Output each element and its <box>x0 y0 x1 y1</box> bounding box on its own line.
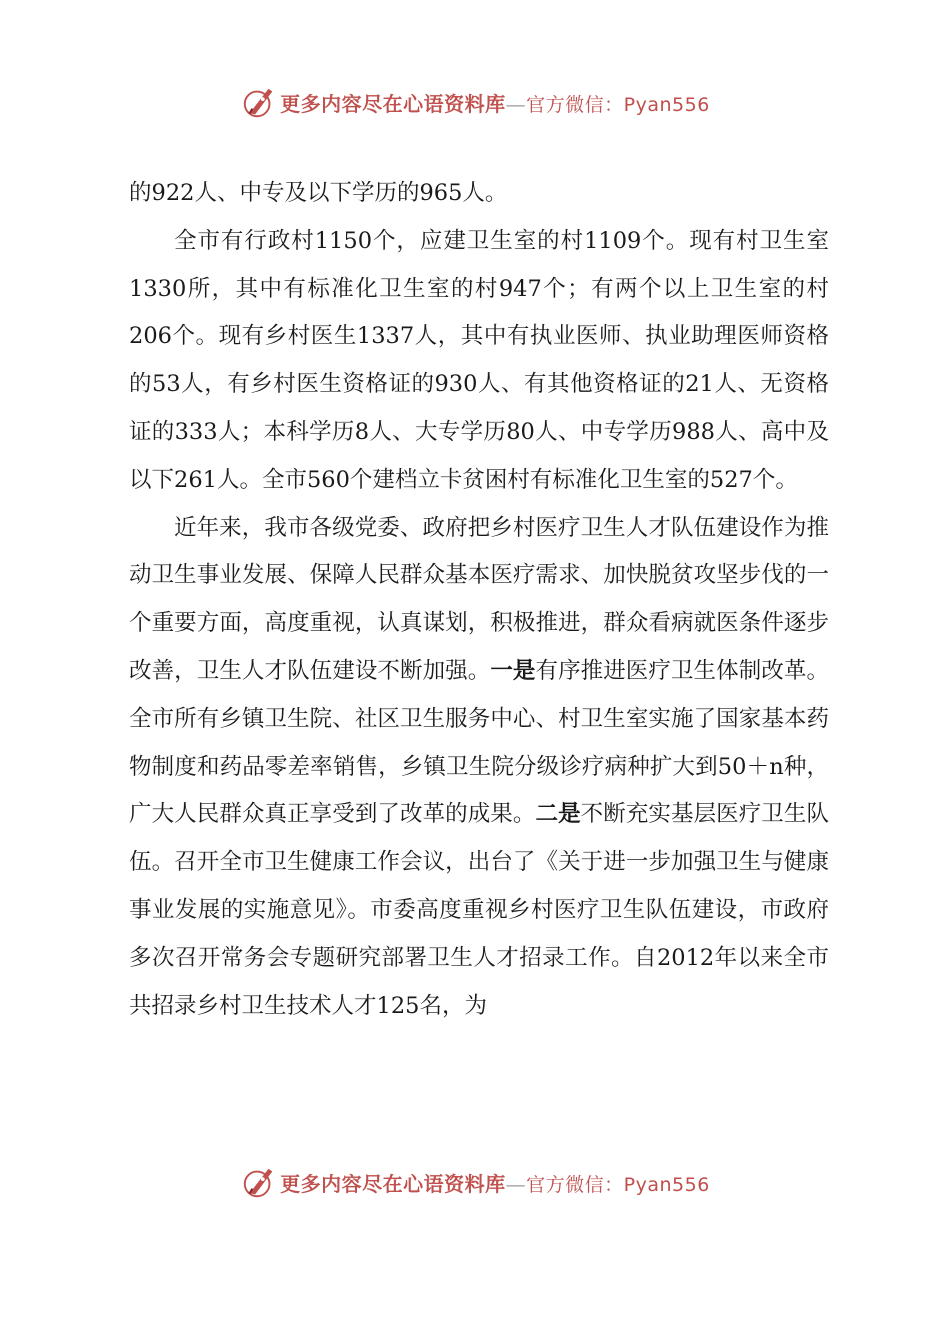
header-banner <box>0 82 950 122</box>
banner-contact: 官方微信：Pyan556 <box>526 93 710 116</box>
paragraph-3 <box>129 505 829 1031</box>
point-two-text: 不断充实基层医疗卫生队伍。召开全市卫生健康工作会议，出台了《关于进一步加强卫生与健康事业发展的实施意见》。市委高度重视乡村医疗卫生队伍建设，市政府多次召开常务会专题研究部署卫生人才招录工作。自2012年以来全市共招录乡村卫生技术人才125名，为 <box>129 801 829 1019</box>
banner-dash: — <box>505 91 527 116</box>
point-one-text: 有序推进医疗卫生体制改革。全市所有乡镇卫生院、社区卫生服务中心、村卫生室实施了国家基本药物制度和药品零差率销售，乡镇卫生院分级诊疗病种扩大到50＋n种，广大人民群众真正享受到了改革的成果。 <box>129 657 829 828</box>
banner-brand: 更多内容尽在心语资料库 <box>280 91 506 116</box>
footer-banner <box>0 1162 950 1202</box>
quill-pen-logo-icon <box>240 1163 278 1201</box>
banner-text <box>280 1168 710 1197</box>
banner-contact: 官方微信：Pyan556 <box>526 1173 710 1196</box>
quill-pen-logo-icon <box>240 83 278 121</box>
paragraph-2: 全市有行政村1150个，应建卫生室的村1109个。现有村卫生室1330所，其中有标准化卫生室的村947个；有两个以上卫生室的村206个。现有乡村医生1337人，其中有执业医师、执业助理医师资格的53人，有乡村医生资格证的930人、有其他资格证的21人、无资格证的333人；本科学历8人、大专学历80人、中专学历988人、高中及以下261人。全市560个建档立卡贫困村有标准化卫生室的527个。 <box>129 227 829 493</box>
banner-brand: 更多内容尽在心语资料库 <box>280 1171 506 1196</box>
paragraph-3-intro: 近年来，我市各级党委、政府把乡村医疗卫生人才队伍建设作为推动卫生事业发展、保障人民群众基本医疗需求、加快脱贫攻坚步伐的一个重要方面，高度重视，认真谋划，积极推进，群众看病就医条件逐步改善，卫生人才队伍建设不断加强。 <box>129 514 829 684</box>
banner-dash: — <box>505 1171 527 1196</box>
point-one-label: 一是 <box>490 657 536 684</box>
paragraph-1: 的922人、中专及以下学历的965人。 <box>129 180 508 206</box>
document-body <box>129 170 829 1030</box>
banner-text <box>280 88 710 117</box>
point-two-label: 二是 <box>535 801 581 828</box>
